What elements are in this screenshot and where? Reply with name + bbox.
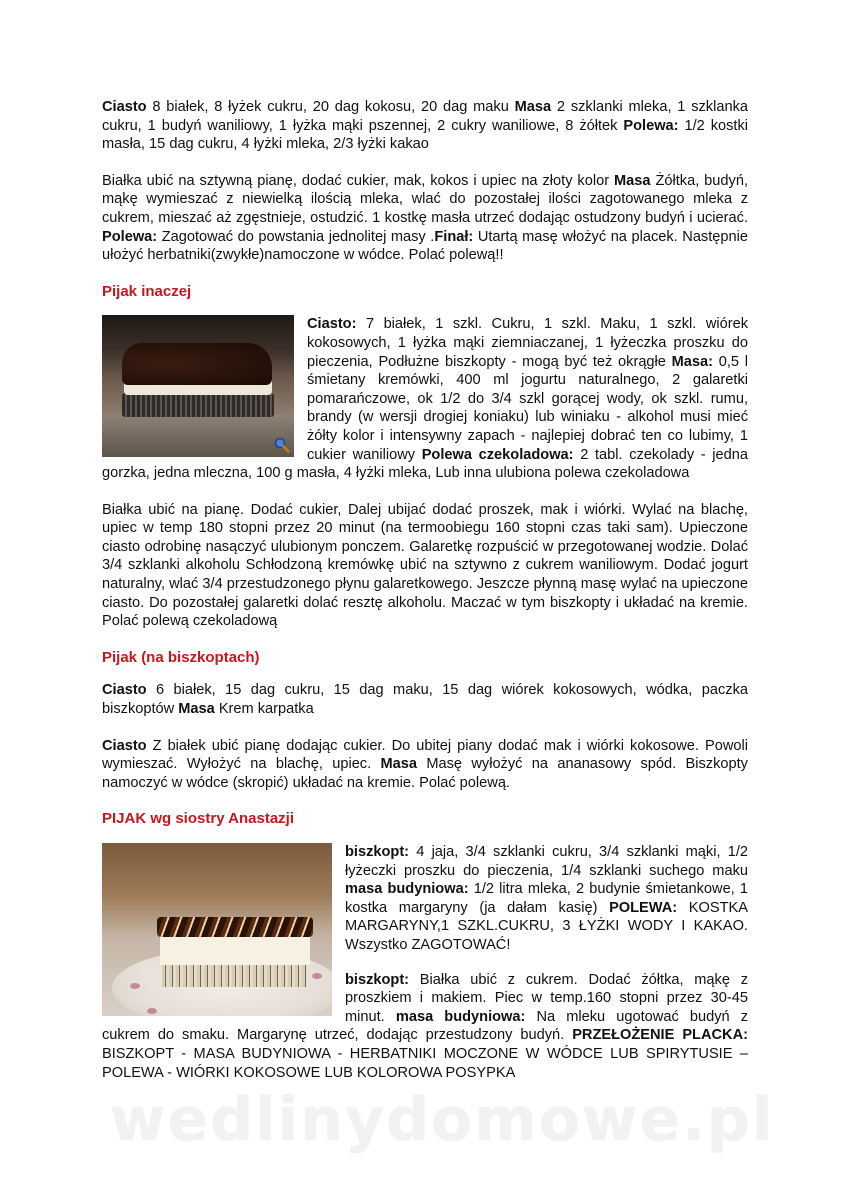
text-run: Białka ubić na pianę. Dodać cukier, Dalej ubijać dodać proszek, mak i wiórki. Wylać na blachę, upiec w temp 180 stopni przez 20 minut (na termoobiegu 160 stopni czas taki sam). Upieczone ciasto odrobinę nasączyć ulubionym ponczem. Galaretkę rozpuścić w przegotowanej wodzie. Dolać 3/4 szklanki alkoholu Schłodzoną kremówkę ubić na sztywno z cukrem waniliowym. Dodać jogurt naturalny, wlać 3/4 przestudzonego płynu galaretkowego. Jeszcze płynną masę wylać na upieczone ciasto. Do pozostałej galaretki dolać resztę alkoholu. Maczać w tym biszkopty i układać na kremie. Polać polewą czekoladową	[102, 501, 748, 630]
text-run: 8 białek, 8 łyżek cukru, 20 dag kokosu, 20 dag maku	[146, 99, 515, 115]
bold-label: Masa	[614, 172, 651, 189]
text-run: Zagotować do powstania jednolitej masy .	[157, 228, 435, 245]
bold-label: Ciasto	[102, 99, 147, 115]
text-run: Utartą masę włożyć na placek. Następnie ułożyć herbatniki(zwykłe)namoczone w wódce. Polać polewą!!	[102, 228, 748, 264]
text-run: 7 białek, 1 szkl. Cukru, 1 szkl. Maku, 1 szkl. wiórek kokosowych, 1 łyżka mąki ziemniaczanej, 1 łyżeczka proszku do pieczenia, Podłużne biszkopty - mogą być też okrągłe	[307, 316, 748, 370]
bold-label: Polewa:	[102, 228, 158, 245]
text-run: Krem karpatka	[214, 701, 314, 718]
bold-label: masa budyniowa:	[345, 881, 469, 898]
text-run: 1/2 litra mleka, 2 budynie śmietankowe, 1 kostka margaryny (ja dałam kasię)	[345, 881, 749, 916]
bold-label: Masa	[178, 701, 215, 718]
cake-photo-1	[102, 315, 294, 457]
bold-label: Masa	[380, 756, 418, 773]
recipe4-title: PIJAK wg siostry Anastazji	[102, 810, 294, 828]
magnifier-icon[interactable]	[274, 437, 290, 453]
text-run: KOSTKA MARGARYNY,1 SZKL.CUKRU, 3 ŁYŻKI WODY I KAKAO. Wszystko ZAGOTOWAĆ!	[345, 899, 748, 953]
recipe1-instructions	[102, 172, 748, 265]
text-run: Białka ubić z cukrem. Dodać żółtka, mąkę z proszkiem i makiem. Piec w temp.160 stopni przez 30-45 minut.	[345, 971, 748, 1025]
text-run: BISZKOPT - MASA BUDYNIOWA - HERBATNIKI MOCZONE W WÓDCE LUB SPIRYTUSIE – POLEWA - WIÓRKI KOKOSOWE LUB KOLOROWA POSYPKA	[102, 1045, 748, 1081]
text-run: 2 tabl. czekolady - jedna gorzka, jedna mleczna, 100 g masła, 4 łyżki mleka, Lub inna ulubiona polewa czekoladowa	[102, 446, 749, 482]
recipe3-title: Pijak (na biszkoptach)	[102, 648, 260, 666]
recipe1-ingredients	[102, 98, 748, 154]
recipe3-ingredients	[102, 681, 748, 718]
bold-label: Ciasto:	[307, 316, 357, 333]
text-run: Z białek ubić pianę dodając cukier. Do ubitej piany dodać mak i wiórki kokosowe. Powoli wymieszać. Wyłożyć na blachę, upiec.	[102, 737, 748, 773]
text-run: Na mleku ugotować budyń z cukrem do smaku. Margarynę utrzeć, dodając przestudzony budyń.	[102, 1008, 749, 1044]
bold-label: Polewa czekoladowa:	[421, 446, 574, 463]
bold-label: Masa	[514, 99, 552, 115]
bold-label: masa budyniowa:	[395, 1008, 526, 1025]
bold-label: Ciasto	[102, 737, 147, 754]
bold-label: PRZEŁOŻENIE PLACKA:	[572, 1027, 748, 1044]
recipe2-instructions	[102, 501, 748, 631]
bold-label: POLEWA:	[609, 899, 678, 916]
text-run: 6 białek, 15 dag cukru, 15 dag maku, 15 dag wiórek kokosowych, wódka, paczka biszkoptów	[102, 682, 748, 718]
cake-photo-2	[102, 843, 332, 1016]
bold-label: biszkopt:	[345, 844, 410, 860]
text-run: Białka ubić na sztywną pianę, dodać cukier, mak, kokos i upiec na złoty kolor	[102, 172, 614, 189]
bold-label: biszkopt:	[345, 971, 410, 988]
text-run: 1/2 kostki masła, 15 dag cukru, 4 łyżki mleka, 2/3 łyżki kakao	[102, 117, 749, 153]
watermark: wedlinydomowe.pl	[110, 1085, 775, 1155]
text-run: 2 szklanki mleka, 1 szklanka cukru, 1 budyń waniliowy, 1 łyżka mąki pszennej, 2 cukry waniliowe, 8 żółtek	[102, 99, 748, 134]
bold-label: Polewa:	[623, 117, 679, 134]
recipe2-title: Pijak inaczej	[102, 282, 192, 300]
bold-label: Ciasto	[102, 682, 147, 699]
text-run: Masę wyłożyć na ananasowy spód. Biszkopty namoczyć w wódce (skropić) układać na kremie. Polać polewą.	[102, 756, 748, 791]
recipe-page	[102, 98, 748, 1082]
recipe3-instructions	[102, 737, 748, 793]
bold-label: Finał:	[434, 228, 474, 245]
text-run: 0,5 l śmietany kremówki, 400 ml jogurtu naturalnego, 2 galaretki pomarańczowe, ok 1/2 do 3/4 szkl gorącej wody, ok szkl. rumu, brandy (w wersji drogiej koniaku) lub winiaku - alkohol musi mieć żółty kolor i intensywny zapach - najlepiej dobrać ten co lubimy, 1 cukier waniliowy	[307, 353, 749, 463]
text-run: 4 jaja, 3/4 szklanki cukru, 3/4 szklanki mąki, 1/2 łyżeczki proszku do pieczenia, 1/4 szklanki suchego maku	[345, 844, 748, 879]
text-run: Żółtka, budyń, mąkę wymieszać z niewielką ilością mleka, wlać do pozostałej ilości zagotowanego mleka z cukrem, mieszać aż zgęstnieje, ostudzić. 1 kostkę masła utrzeć dodając ostudzony budyń i ucierać.	[102, 172, 748, 226]
bold-label: Masa:	[671, 353, 714, 370]
